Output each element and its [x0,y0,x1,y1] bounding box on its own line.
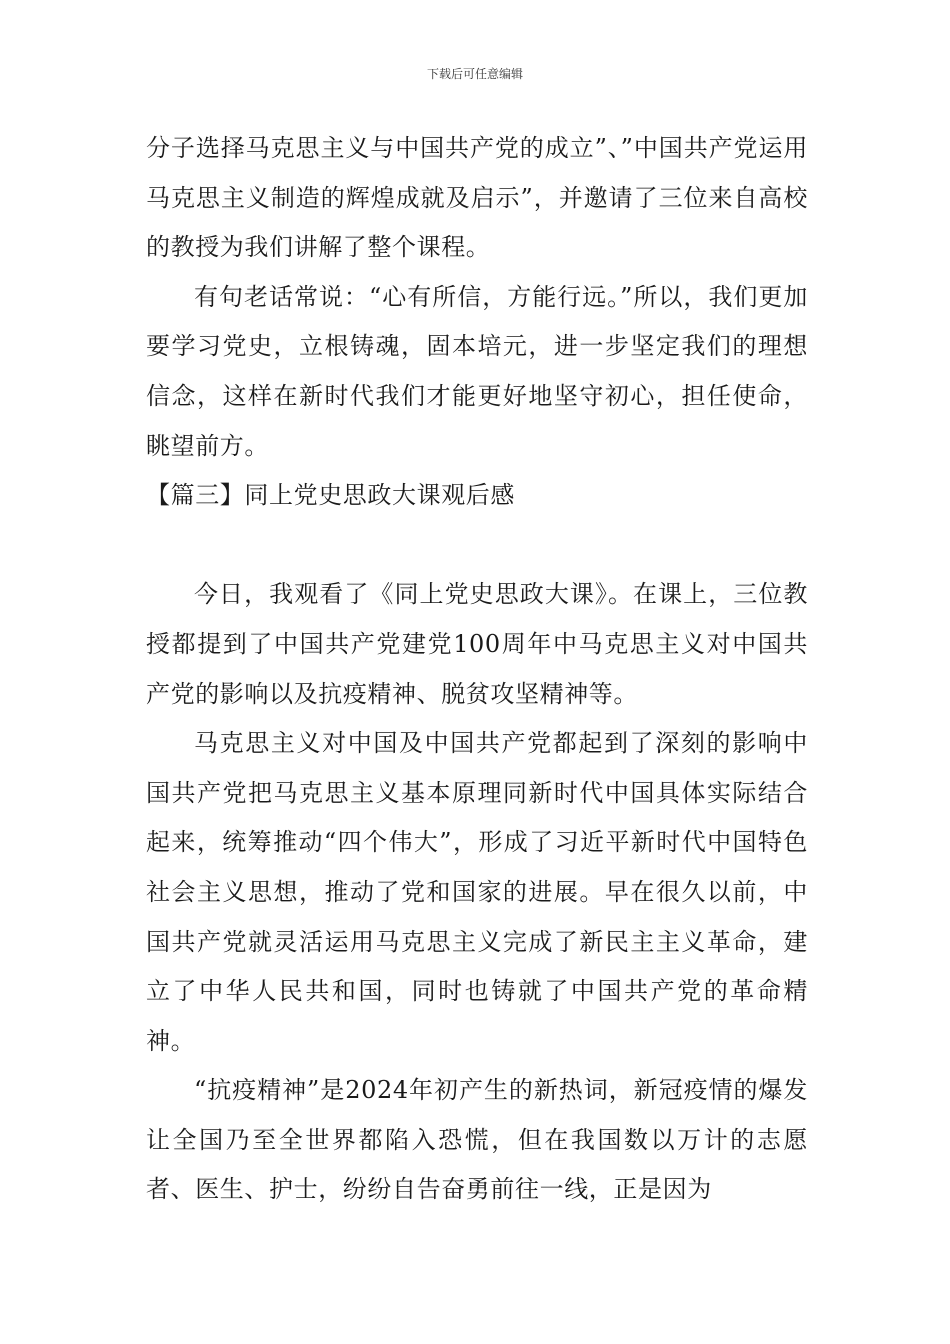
paragraph-marxism: 马克思主义对中国及中国共产党都起到了深刻的影响中国共产党把马克思主义基本原理同新时代中国具体实际结合起来，统筹推动“四个伟大”，形成了习近平新时代中国特色社会主义思想，推动了党和国家的进展。早在很久以前，中国共产党就灵活运用马克思主义完成了新民主主义革命，建立了中华人民共和国，同时也铸就了中国共产党的革命精神。 [146,729,808,1055]
paragraph-intro: 今日，我观看了《同上党史思政大课》。在课上，三位教授都提到了中国共产党建党100周年中马克思主义对中国共产党的影响以及抗疫精神、脱贫攻坚精神等。 [146,580,808,708]
section-title: 【篇三】同上党史思政大课观后感 [146,481,515,510]
page-header-note: 下载后可任意编辑 [426,67,523,81]
paragraph-continuation: 分子选择马克思主义与中国共产党的成立”、”中国共产党运用马克思主义制造的辉煌成就及启示”，并邀请了三位来自高校的教授为我们讲解了整个课程。 [146,134,808,262]
paragraph-quote: 有句老话常说：“心有所信，方能行远。”所以，我们更加要学习党史，立根铸魂，固本培元，进一步坚定我们的理想信念，这样在新时代我们才能更好地坚守初心，担任使命，眺望前方。 [146,282,808,460]
blank-line [146,521,808,571]
document-body [146,124,808,1215]
paragraph-anti-epidemic: “抗疫精神”是2024年初产生的新热词，新冠疫情的爆发让全国乃至全世界都陷入恐慌，但在我国数以万计的志愿者、医生、护士，纷纷自告奋勇前往一线，正是因为 [146,1076,808,1204]
